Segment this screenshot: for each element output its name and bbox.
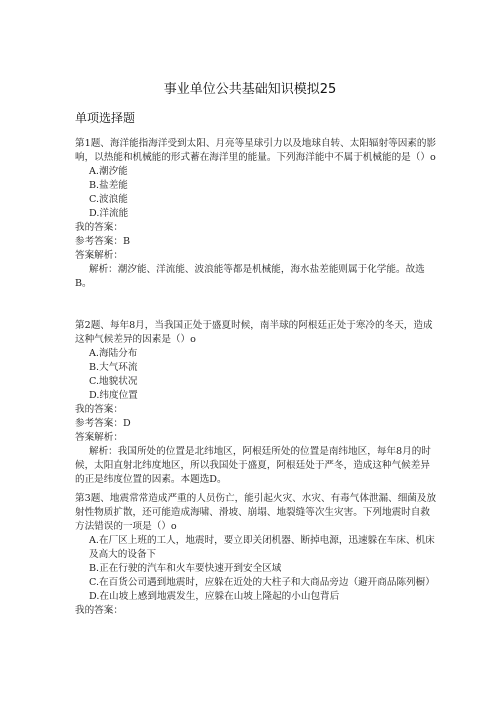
- reference-answer: 参考答案：D: [75, 418, 131, 429]
- my-answer: 我的答案：: [75, 222, 123, 233]
- question-stem: 第1题、海洋能指海洋受到太阳、月亮等星球引力以及地球自转、太阳辐射等因素的影响，以热能和机械能的形式蓄在海洋里的能量。下列海洋能中不属于机械能的是（）o: [75, 138, 437, 163]
- option-d: D.纬度位置: [89, 390, 138, 401]
- option-b: B.盐差能: [89, 180, 128, 191]
- option-d: D.洋流能: [89, 208, 129, 219]
- my-answer: 我的答案：: [75, 404, 123, 415]
- explanation-text: 解析：潮汐能、洋流能、波浪能等都是机械能，海水盐差能则属于化学能。故选B。: [75, 264, 425, 289]
- explanation-label: 答案解析：: [75, 250, 123, 261]
- question-3: [75, 492, 437, 618]
- option-a: A.潮汐能: [89, 166, 128, 177]
- option-c: C.地貌状况: [89, 376, 138, 387]
- option-b: B.正在行驶的汽车和火车要快速开到安全区域: [89, 563, 282, 574]
- section-heading: 单项选择题: [75, 111, 136, 125]
- option-a: A.在厂区上班的工人，地震时，要立即关闭机器、断掉电源，迅速躲在车床、机床及高大的设备下: [89, 535, 435, 560]
- option-b: B.大气环流: [89, 362, 138, 373]
- question-stem: 第2题、每年8月，当我国正处于盛夏时候，南半球的阿根廷正处于寒冷的冬天，造成这种气候差异的因素是（）o: [75, 320, 433, 345]
- option-a: A.海陆分布: [89, 348, 138, 359]
- option-d: D.在山坡上感到地震发生，应躲在山坡上隆起的小山包背后: [89, 591, 340, 602]
- option-c: C.在百货公司遇到地震时，应躲在近处的大柱子和大商品旁边（避开商品陈列橱）: [89, 577, 435, 588]
- explanation-label: 答案解析：: [75, 432, 123, 443]
- reference-answer: 参考答案：B: [75, 236, 131, 247]
- question-stem: 第3题、地震常常造成严重的人员伤亡，能引起火灾、水灾、有毒气体泄漏、细菌及放射性物质扩散，还可能造成海啸、滑坡、崩塌、地裂缝等次生灾害。下列地震时自救方法错误的一项是（）o: [75, 493, 437, 532]
- my-answer: 我的答案：: [75, 605, 123, 616]
- page-title: 事业单位公共基础知识模拟25: [163, 82, 337, 97]
- explanation-text: 解析：我国所处的位置是北纬地区，阿根廷所处的位置是南纬地区，每年8月的时候，太阳直射北纬度地区，所以我国处于盛夏，阿根廷处于严冬，造成这种气候差异的正是纬度位置的因素。本题选D。: [75, 446, 431, 485]
- option-c: C.波浪能: [89, 194, 128, 205]
- question-2: [75, 319, 437, 487]
- question-1: [75, 137, 437, 291]
